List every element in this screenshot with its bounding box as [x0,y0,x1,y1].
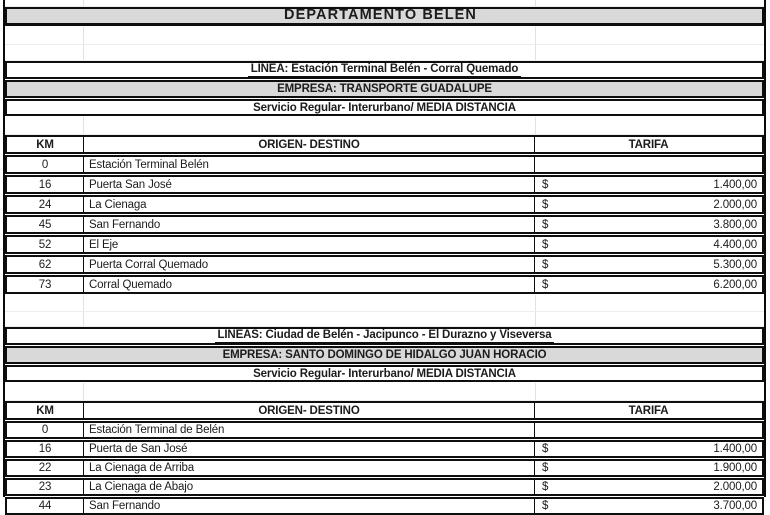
grid-cell [5,45,84,60]
destino-cell: La Cienaga de Abajo [84,480,535,494]
empresa-row [5,80,764,98]
table-row [5,440,764,458]
km-cell: 24 [7,197,84,212]
tarifa-cell [535,217,762,232]
tarifa-amount: 4.400,00 [713,238,757,251]
destino-cell: La Cienaga [84,197,535,212]
currency-symbol: $ [542,218,549,231]
currency-symbol: $ [542,278,549,291]
km-cell: 73 [7,277,84,292]
tarifa-cell [535,480,762,494]
table-row [5,175,764,194]
km-cell: 0 [7,423,84,437]
km-cell: 52 [7,237,84,252]
grid-cell [84,0,536,6]
table-row [5,497,764,515]
currency-symbol: $ [542,178,549,191]
empresa-row [5,346,764,364]
table-header-row [5,135,764,154]
km-cell: 23 [7,480,84,494]
destino-cell: Puerta Corral Quemado [84,257,535,272]
tarifa-cell [535,442,762,456]
currency-symbol: $ [542,258,549,271]
table-row [5,421,764,439]
currency-symbol: $ [542,481,549,493]
destino-cell: Estación Terminal de Belén [84,423,535,437]
grid-cell [84,312,536,326]
destino-cell: El Eje [84,237,535,252]
table-row [5,275,764,294]
servicio-row [5,365,764,382]
km-cell: 0 [7,157,84,172]
fare-table-2 [5,401,764,515]
fare-table-1 [5,135,764,294]
destino-cell: San Fernando [84,217,535,232]
grid-cell [5,117,84,134]
destino-cell: La Cienaga de Arriba [84,461,535,475]
tarifa-cell [535,197,762,212]
table-row [5,215,764,234]
tariff-sheet [3,0,766,512]
km-cell: 16 [7,177,84,192]
tarifa-amount: 2.000,00 [713,198,757,211]
linea-row [5,61,764,79]
header-km: KM [7,403,84,418]
table-row [5,255,764,274]
grid-cell [84,117,536,134]
empresa-label: EMPRESA: TRANSPORTE GUADALUPE [277,83,492,95]
tarifa-cell [535,177,762,192]
grid-cell [5,295,84,311]
grid-cell [84,45,536,60]
destino-cell: Puerta de San José [84,442,535,456]
empty-row [5,383,764,401]
table-row [5,235,764,254]
tarifa-cell [535,277,762,292]
header-tarifa: TARIFA [628,404,669,417]
servicio-row [5,99,764,116]
linea-row [5,327,764,345]
tarifa-amount: 3.700,00 [713,500,757,512]
destino-cell: San Fernando [84,499,535,513]
servicio-label: Servicio Regular- Interurbano/ MEDIA DISTANCIA [253,367,516,380]
tarifa-cell [535,257,762,272]
km-cell: 22 [7,461,84,475]
currency-symbol: $ [542,443,549,455]
empty-row [5,45,764,61]
linea-label: LINEA: Estación Terminal Belén - Corral Quemado [248,63,522,77]
destino-cell: Puerta San José [84,177,535,192]
table-row [5,459,764,477]
currency-symbol: $ [542,238,549,251]
tarifa-cell [535,499,762,513]
empty-row [5,312,764,327]
grid-cell [5,0,84,6]
empty-row [5,27,764,45]
currency-symbol: $ [542,198,549,211]
tarifa-cell [535,461,762,475]
tarifa-amount: 1.400,00 [713,443,757,455]
grid-cell [5,383,84,400]
empty-row [5,117,764,135]
tarifa-amount: 1.900,00 [713,462,757,474]
km-cell: 45 [7,217,84,232]
header-tarifa: TARIFA [628,138,669,151]
header-km: KM [7,137,84,152]
tarifa-amount: 6.200,00 [713,278,757,291]
servicio-label: Servicio Regular- Interurbano/ MEDIA DISTANCIA [253,101,516,114]
currency-symbol: $ [542,500,549,512]
km-cell: 16 [7,442,84,456]
currency-symbol: $ [542,462,549,474]
grid-cell [84,27,536,44]
tarifa-amount: 3.800,00 [713,218,757,231]
table-row [5,478,764,496]
tarifa-amount: 5.300,00 [713,258,757,271]
title-row [5,7,764,26]
top-partial-row [5,0,764,7]
linea-label: LINEAS: Ciudad de Belén - Jacipunco - El Durazno y Viseversa [215,329,555,343]
grid-cell [84,383,536,400]
grid-cell [5,27,84,44]
empty-row [5,295,764,312]
destino-cell: Estación Terminal Belén [84,157,535,172]
table-row [5,155,764,174]
header-origen-destino: ORIGEN- DESTINO [84,403,535,418]
tarifa-cell [535,423,762,437]
destino-cell: Corral Quemado [84,277,535,292]
empresa-label: EMPRESA: SANTO DOMINGO DE HIDALGO JUAN HORACIO [222,349,547,361]
tarifa-cell [535,237,762,252]
table-row [5,195,764,214]
km-cell: 44 [7,499,84,513]
header-origen-destino: ORIGEN- DESTINO [84,137,535,152]
grid-cell [5,312,84,326]
tarifa-amount: 2.000,00 [713,481,757,493]
table-header-row [5,401,764,420]
tarifa-cell [535,157,762,172]
grid-cell [84,295,536,311]
page-title: DEPARTAMENTO BELEN [276,8,493,25]
tarifa-amount: 1.400,00 [713,178,757,191]
km-cell: 62 [7,257,84,272]
